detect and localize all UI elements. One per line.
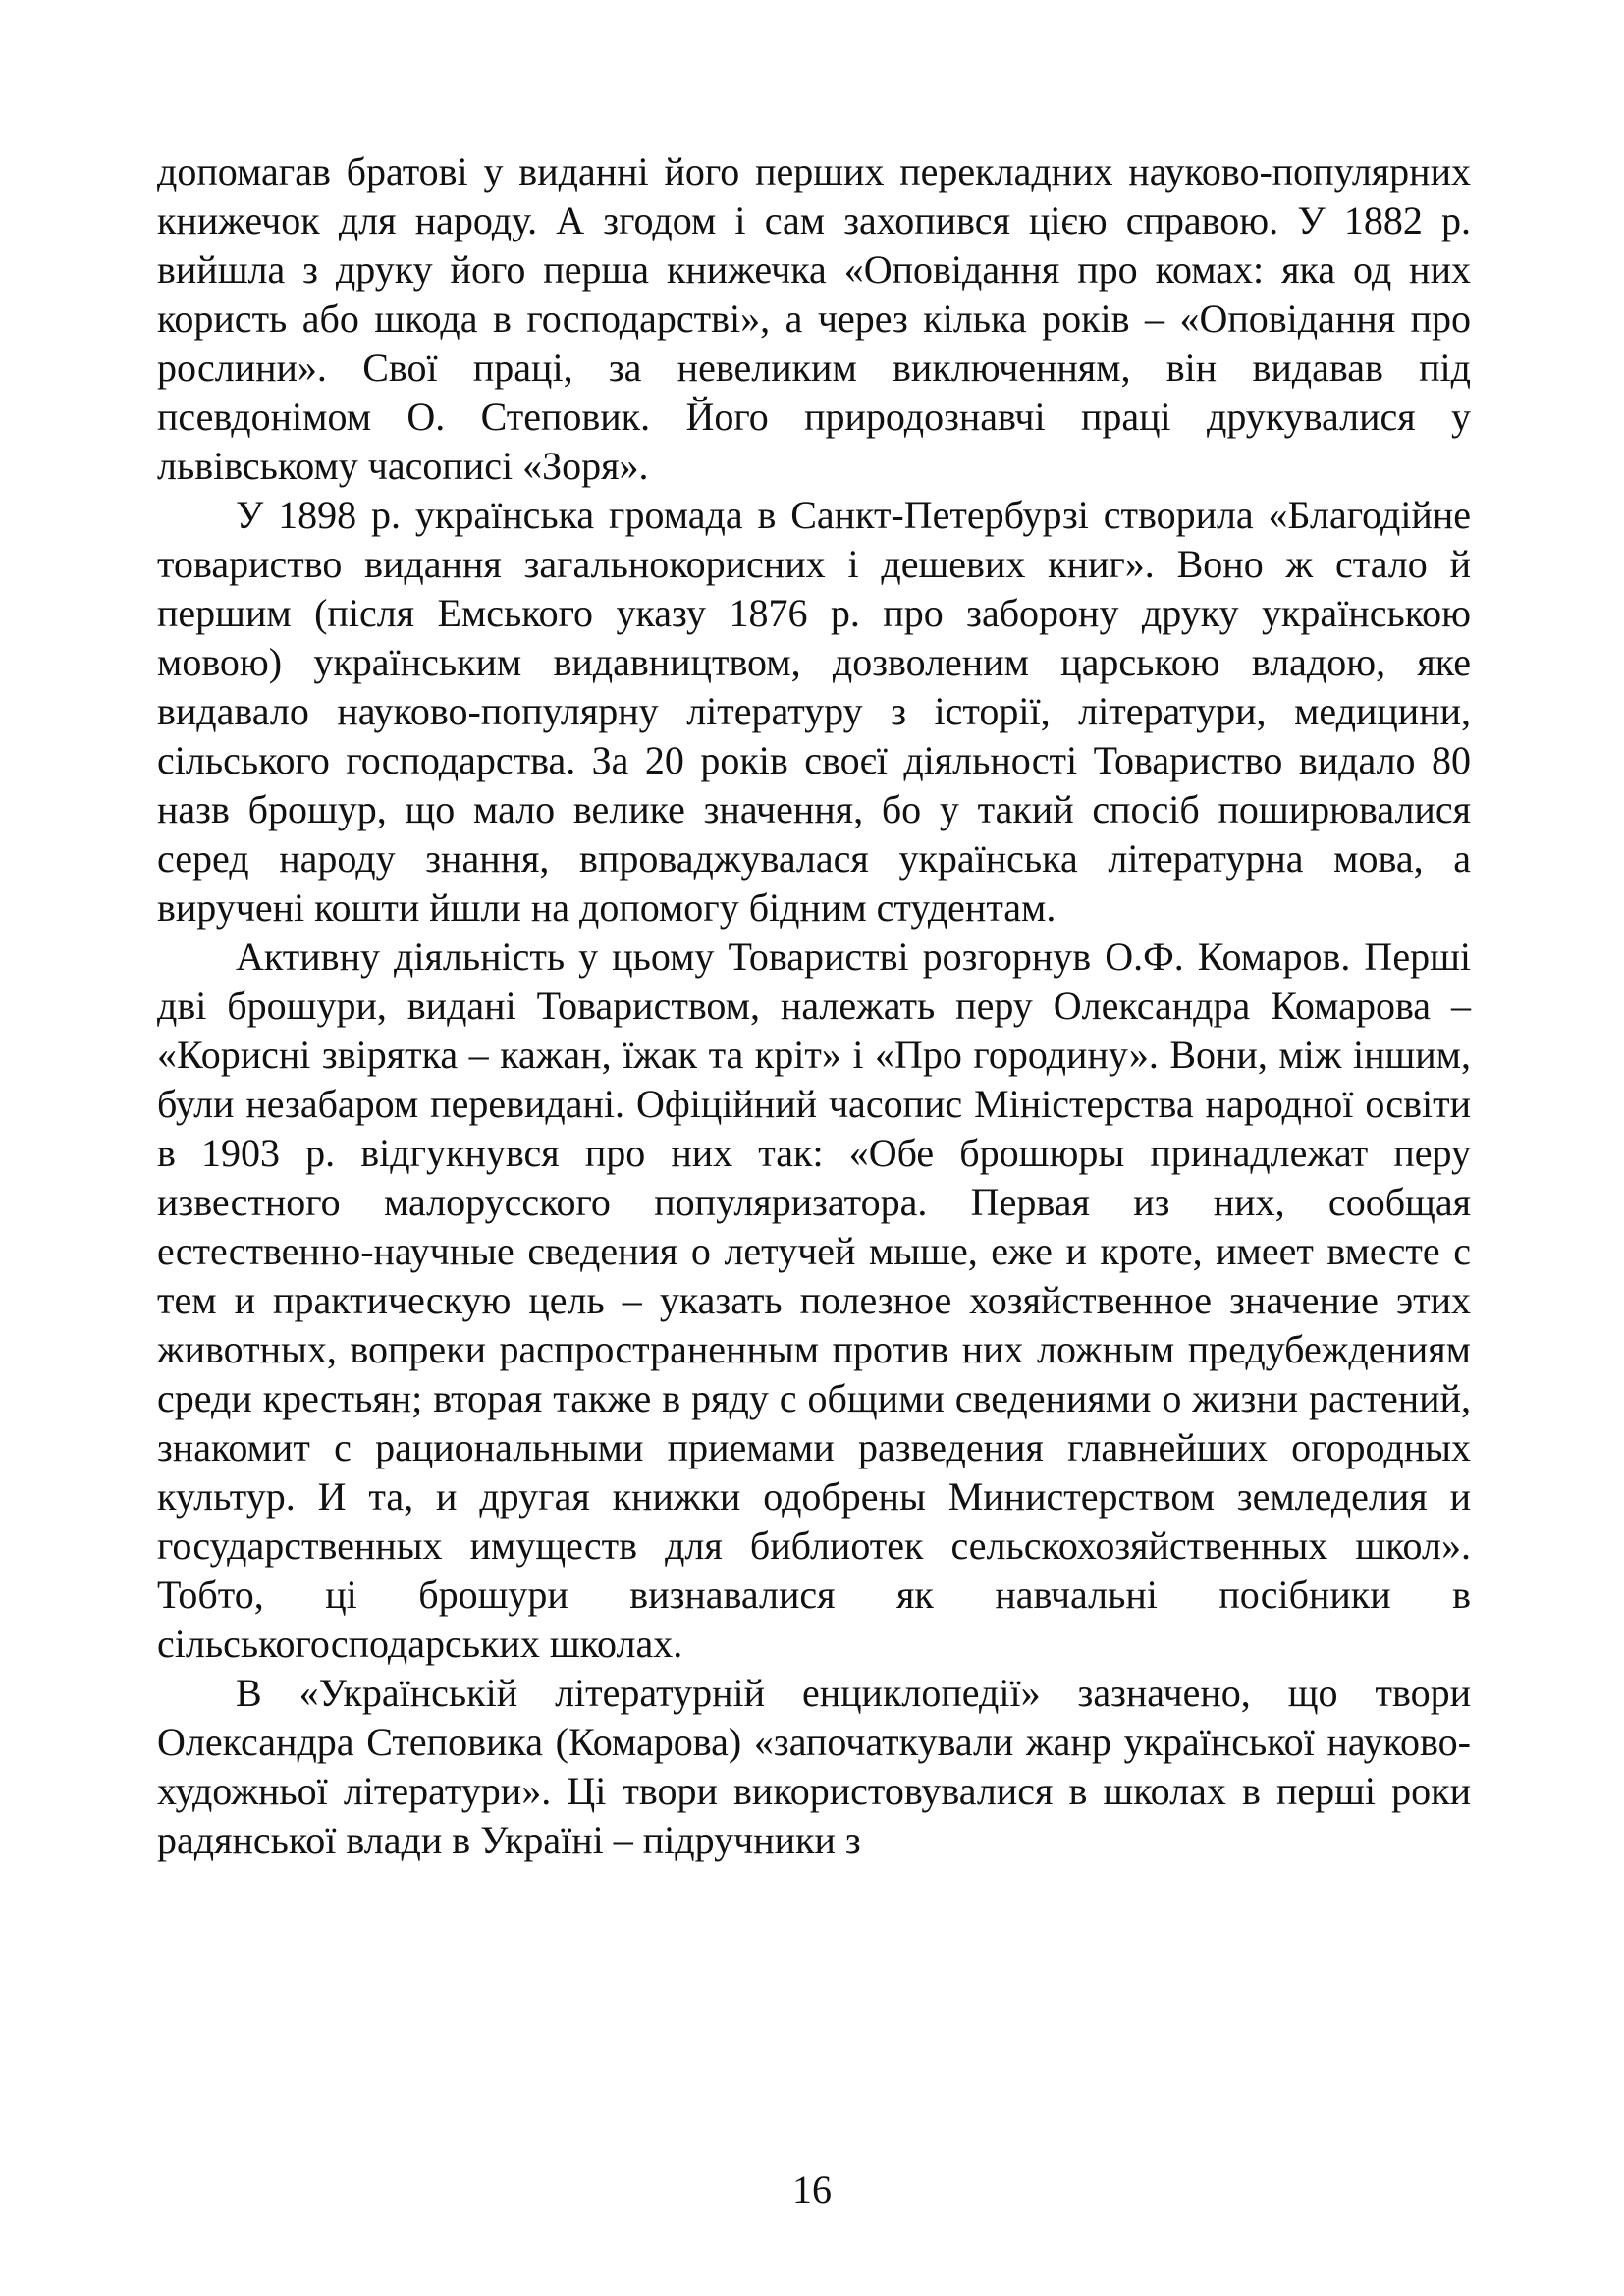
paragraph-1: допомагав братові у виданні його перших перекладних науково-популярних книжечок для народу. А згодом і сам захопився цією справою. У 1882 р. вийшла з друку його перша книжечка «Оповідання про комах: яка од них користь або шкода в господарстві», а через кілька років – «Оповідання про рослини». Свої праці, за невеликим виключенням, він видавав під псевдонімом О. Степовик. Його природознавчі праці друкувалися у львівському часописі «Зоря».	[157, 149, 1471, 488]
paragraph-2: У 1898 р. українська громада в Санкт-Петербурзі створила «Благодійне товариство видання загальнокорисних і дешевих книг». Воно ж стало й першим (після Емського указу 1876 р. про заборону друку українською мовою) українським видавництвом, дозволеним царською владою, яке видавало науково-популярну літературу з історії, літератури, медицини, сільського господарства. За 20 років своєї діяльності Товариство видало 80 назв брошур, що мало велике значення, бо у такий спосіб поширювалися серед народу знання, впроваджувалася українська літературна мова, а виручені кошти йшли на допомогу бідним студентам.	[157, 493, 1471, 930]
paragraph-3: Активну діяльність у цьому Товаристві розгорнув О.Ф. Комаров. Перші дві брошури, видані Товариством, належать перу Олександра Комарова – «Корисні звірятка – кажан, їжак та кріт» і «Про городину». Вони, між іншим, були незабаром перевидані. Офіційний часопис Міністерства народної освіти в 1903 р. відгукнувся про них так: «Обе брошюры принадлежат перу известного малорусского популяризатора. Первая из них, сообщая естественно-научные сведения о летучей мыше, еже и кроте, имеет вместе с тем и практическую цель – указать полезное хозяйственное значение этих животных, вопреки распространенным против них ложным предубеждениям среди крестьян; вторая также в ряду с общими сведениями о жизни растений, знакомит с рациональными приемами разведения главнейших огородных культур. И та, и другая книжки одобрены Министерством земледелия и государственных имуществ для библиотек сельскохозяйственных школ». Тобто, ці брошури визнавалися як навчальні посібники в сільськогосподарських школах.	[157, 934, 1471, 1666]
body-text	[157, 147, 1471, 1865]
paragraph-4: В «Українській літературній енциклопедії» зазначено, що твори Олександра Степовика (Комарова) «започаткували жанр української науково-художньої літератури». Ці твори використовувалися в школах в перші роки радянської влади в Україні – підручники з	[157, 1671, 1471, 1862]
page-number: 16	[792, 2167, 832, 2212]
